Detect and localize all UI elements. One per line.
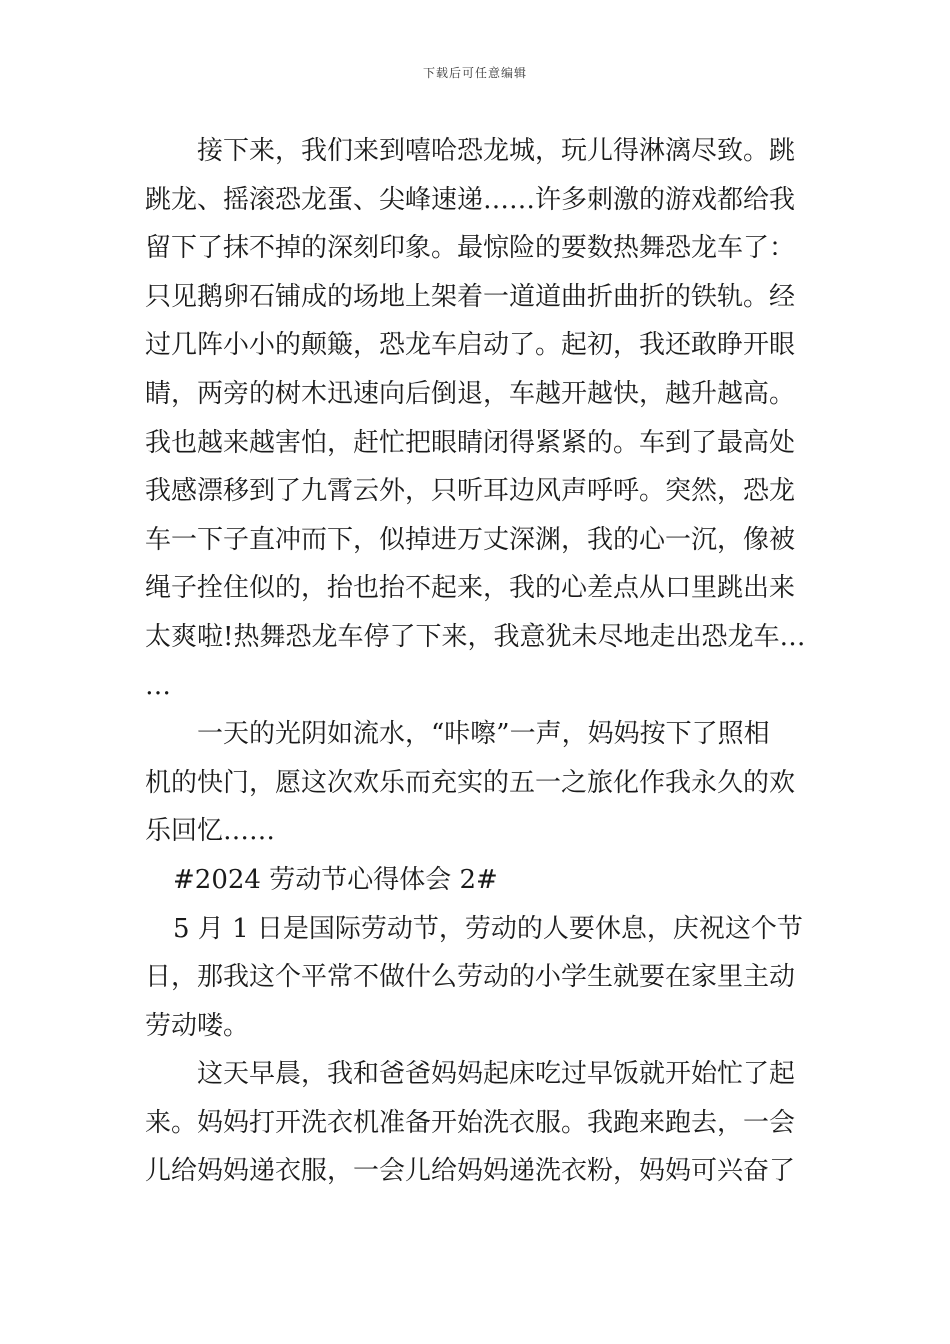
text-line: 太爽啦!热舞恐龙车停了下来，我意犹未尽地走出恐龙车… (145, 621, 806, 652)
text-line: 我感漂移到了九霄云外，只听耳边风声呼呼。突然，恐龙 (145, 476, 796, 507)
text-line: 乐回忆…… (145, 816, 276, 847)
text-line: #2024 劳动节心得体会 2# (173, 864, 498, 895)
document-body (145, 127, 810, 1196)
text-line: 机的快门，愿这次欢乐而充实的五一之旅化作我永久的欢 (145, 767, 796, 798)
text-line: 劳动喽。 (145, 1010, 250, 1041)
text-line: 5 月 1 日是国际劳动节，劳动的人要休息，庆祝这个节 (173, 913, 803, 944)
paragraph (145, 953, 810, 1050)
paragraph (145, 710, 810, 856)
text-line: 过几阵小小的颠簸，恐龙车启动了。起初，我还敢睁开眼 (145, 330, 796, 361)
text-line: 车一下子直冲而下，似掉进万丈深渊，我的心一沉，像被 (145, 524, 796, 555)
text-line: 一天的光阴如流水，“咔嚓”一声，妈妈按下了照相 (197, 719, 770, 750)
text-line: 儿给妈妈递衣服，一会儿给妈妈递洗衣粉，妈妈可兴奋了 (145, 1156, 796, 1187)
paragraph (145, 1050, 810, 1196)
paragraph (145, 856, 810, 905)
page-header: 下载后可任意编辑 (422, 66, 527, 80)
text-line: … (145, 670, 171, 701)
text-line: 这天早晨，我和爸爸妈妈起床吃过早饭就开始忙了起 (197, 1059, 796, 1090)
text-line: 只见鹅卵石铺成的场地上架着一道道曲折曲折的铁轨。经 (145, 281, 796, 312)
text-line: 跳龙、摇滚恐龙蛋、尖峰速递……许多刺激的游戏都给我 (145, 184, 796, 215)
text-line: 睛，两旁的树木迅速向后倒退，车越开越快，越升越高。 (145, 378, 796, 409)
text-line: 接下来，我们来到嘻哈恐龙城，玩儿得淋漓尽致。跳 (197, 136, 796, 166)
paragraph (145, 127, 810, 710)
text-line: 来。妈妈打开洗衣机准备开始洗衣服。我跑来跑去，一会 (145, 1107, 796, 1138)
paragraph (145, 905, 810, 954)
text-line: 日，那我这个平常不做什么劳动的小学生就要在家里主动 (145, 962, 796, 993)
text-line: 绳子拴住似的，抬也抬不起来，我的心差点从口里跳出来 (145, 573, 796, 604)
text-line: 我也越来越害怕，赶忙把眼睛闭得紧紧的。车到了最高处 (145, 427, 796, 458)
paragraph-list (145, 127, 810, 1196)
text-line: 留下了抹不掉的深刻印象。最惊险的要数热舞恐龙车了： (145, 233, 796, 264)
